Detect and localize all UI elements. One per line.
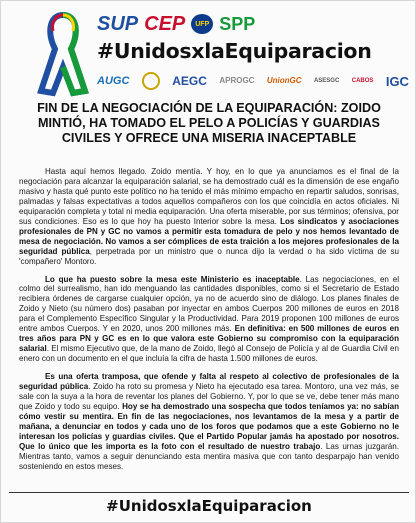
cep-logo: CEP [144,13,186,35]
spp-logo: SPP [219,14,256,34]
seal-logo-icon [142,72,160,90]
paragraph-2: Lo que ha puesto sobre la mesa este Ministerio es inaceptable. Las negociaciones, en el colmo del surrealismo, han ido menguando las cantidades disponibles, como si el Secretario de Estado recibiera órdenes de cargarse cualquier opción, ya no de acuerdo sino de diálogo. Los planes finales de Zoido y Nieto (su número dos) pasaban por inyectar en ambos Cuerpos 200 millones de euros en 2018 para el Complemento Específico Singular y la Productividad. Para 2019 proponen 100 millones de euros entre ambos Cuerpos. Y en 2020, unos 200 millones más. En definitiva: en 500 millones de euros en tres años para PN y GC es en lo que valora este Gobierno su compromiso con la equiparación salarial. El mismo Ejecutivo que, de la mano de Zoido, llegó al Consejo de Policía y al de Guardia Civil en enero con un documento en el que incluía la cifra de hasta 1.500 millones de euros. [19,274,399,364]
ufp-logo: UFP [191,14,213,34]
aegc-logo: AEGC [172,74,207,88]
cabos-logo: CABOS [351,78,374,84]
document-headline: FIN DE LA NEGOCIACIÓN DE LA EQUIPARACIÓN: ZOIDO MINTIÓ, HA TOMADO EL PELO A POLICÍAS Y GUARDIAS CIVILES Y OFRECE UNA MISERIA INACEPTABLE [37,101,381,145]
uniongc-logo: UnionGC [266,76,302,85]
sup-logo: SUP [97,13,139,35]
igc-logo: IGC [385,73,409,89]
association-logos-bottom [97,71,409,91]
awareness-ribbon-icon [37,9,89,97]
header-hashtag: #UnidosxlaEquiparacion [97,39,372,63]
footer-hashtag: #UnidosxlaEquiparacion [106,497,312,515]
union-logos-top [97,13,255,35]
augc-logo: AUGC [97,74,130,87]
footer-divider [9,492,409,493]
asesgc-logo: ASESGC [313,78,340,84]
aprogc-logo: APROGC [219,76,255,85]
document-body [19,167,399,480]
paragraph-3: Es una oferta tramposa, que ofende y falta al respeto al colectivo de profesionales de la seguridad pública. Zoido ha roto su promesa y Nieto ha ejecutado esa tarea. Montoro, una vez más, se sale con la suya a la hora de reventar los planes del Gobierno. Y, por lo que se ve, debe tener más mano que Zoido y todo su equipo. Hoy se ha demostrado una sospecha que todos teníamos ya: no sabían cómo vestir su mentira. En fin de las negociaciones, nos levantamos de la mesa y a partir de mañana, a denunciar en todos y cada uno de los foros que podamos que a este Gobierno no le interesan los policías y guardias civiles. Que el Partido Popular jamás ha apostado por nosotros. Que lo único que les importa es la foto con el resultado de nuestro trabajo. Las urnas juzgarán. Mientras tanto, vamos a seguir denunciando esta mentira masiva que con tanto desparpajo han venido sosteniendo en estos meses. [19,372,400,471]
paragraph-1: Hasta aquí hemos llegado. Zoido mentía. Y hoy, en lo que ya anunciamos es el final de la negociación para alcanzar la equiparación salarial, se ha demostrado cuál es la dimensión de ese engaño masivo y hasta qué punto este político no ha tenido el más mínimo empacho en repartir saludos, sonrisas, palmadas y falsas expectativas a todos aquellos compañeros con los que coincidía en actos oficiales. Ni equiparación completa y total ni media equiparación. Una oferta miserable, por sus términos; ofensiva, por sus condiciones. Eso es lo que hoy ha puesto Interior sobre la mesa. Los sindicatos y asociaciones profesionales de PN y GC no vamos a permitir esta tomadura de pelo y nos hemos levantado de mesa de negociación. No vamos a ser cómplices de esta traición a los mejores profesionales de la seguridad pública, perpetrada por un ministro que o nunca dijo la verdad o ha sido víctima de su 'compañero' Montoro. [19,167,400,266]
